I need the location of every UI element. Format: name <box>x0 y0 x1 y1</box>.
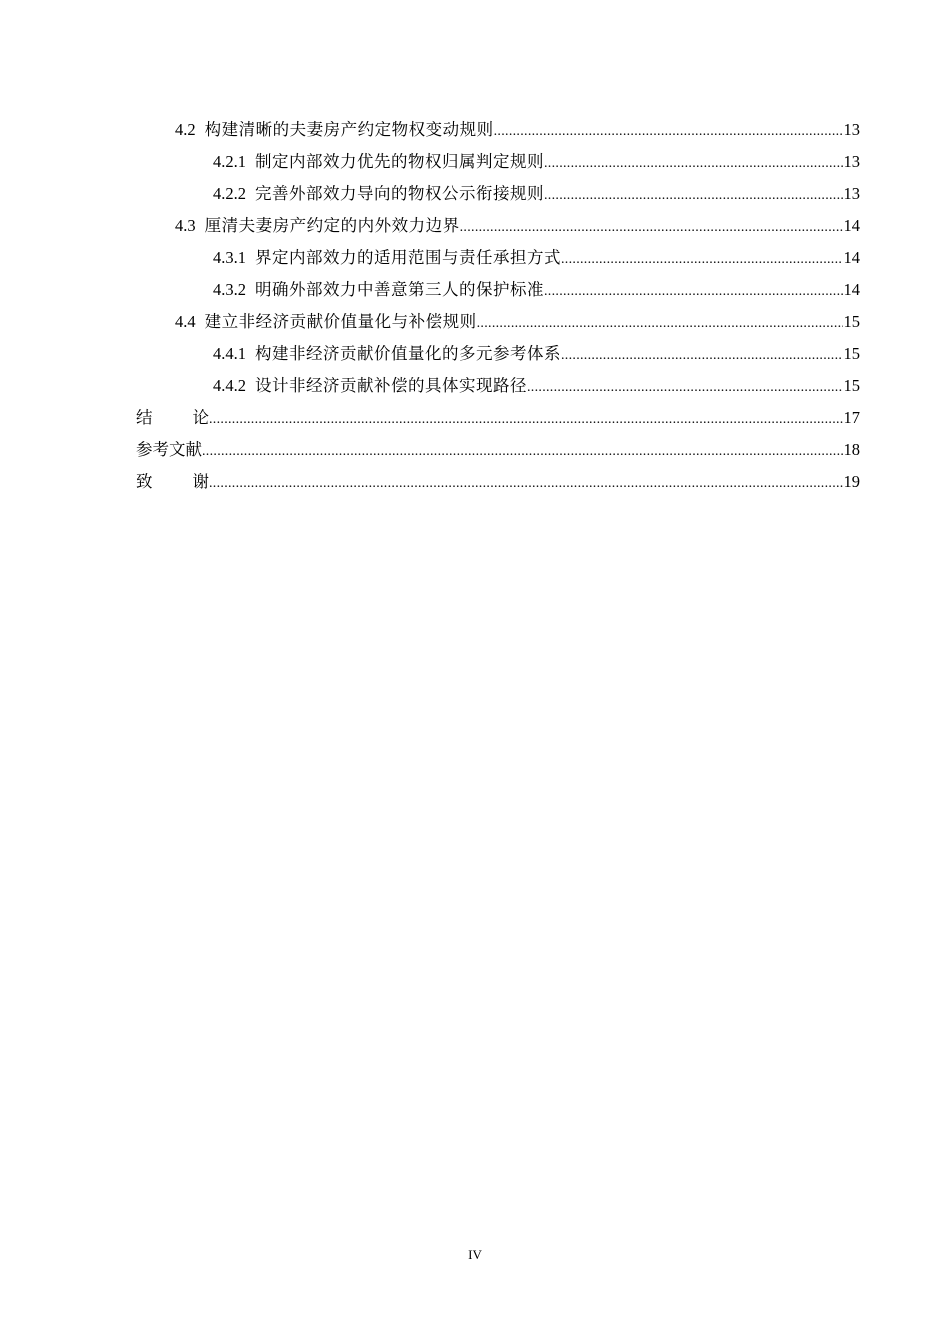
toc-entry-page: 14 <box>843 216 860 235</box>
toc-entry-number: 4.3.2 <box>213 280 246 299</box>
toc-entry-number: 4.3 <box>175 216 196 235</box>
toc-dot-leader <box>494 116 843 148</box>
toc-entry-4-3[interactable] <box>0 210 950 242</box>
toc-dot-leader <box>544 180 843 212</box>
toc-entry-page: 18 <box>843 440 860 459</box>
toc-dot-leader <box>209 468 843 500</box>
toc-dot-leader <box>460 212 843 244</box>
toc-entry-page: 13 <box>843 120 860 139</box>
toc-dot-leader <box>561 244 843 276</box>
toc-entry-number: 4.2.1 <box>213 152 246 171</box>
toc-entry-title: 参考文献 <box>136 440 202 459</box>
toc-entry-number: 4.3.1 <box>213 248 246 267</box>
toc-entry-title: 完善外部效力导向的物权公示衔接规则 <box>255 184 544 203</box>
toc-dot-leader <box>561 340 843 372</box>
toc-entry-4-4-2[interactable] <box>0 370 950 402</box>
toc-entry-number: 4.2.2 <box>213 184 246 203</box>
toc-entry-title: 结论 <box>136 408 249 427</box>
toc-entry-4-2-1[interactable] <box>0 146 950 178</box>
toc-entry-title: 致谢 <box>136 472 249 491</box>
toc-entry-number: 4.4.1 <box>213 344 246 363</box>
table-of-contents <box>0 114 950 498</box>
toc-entry-page: 15 <box>843 376 860 395</box>
toc-dot-leader <box>527 372 843 404</box>
toc-dot-leader <box>544 148 843 180</box>
page-number: IV <box>468 1247 482 1262</box>
toc-entry-title: 构建非经济贡献价值量化的多元参考体系 <box>255 344 561 363</box>
toc-entry-page: 15 <box>843 312 860 331</box>
toc-entry-title: 设计非经济贡献补偿的具体实现路径 <box>255 376 527 395</box>
toc-dot-leader <box>209 404 843 436</box>
toc-entry-4-2[interactable] <box>0 114 950 146</box>
toc-entry-page: 13 <box>843 152 860 171</box>
toc-entry-title: 界定内部效力的适用范围与责任承担方式 <box>255 248 561 267</box>
toc-entry-conclusion[interactable] <box>0 402 950 434</box>
toc-entry-page: 14 <box>843 248 860 267</box>
toc-entry-page: 19 <box>843 472 860 491</box>
toc-dot-leader <box>477 308 843 340</box>
toc-entry-4-4-1[interactable] <box>0 338 950 370</box>
toc-entry-4-4[interactable] <box>0 306 950 338</box>
toc-entry-number: 4.2 <box>175 120 196 139</box>
toc-entry-page: 17 <box>843 408 860 427</box>
toc-entry-number: 4.4.2 <box>213 376 246 395</box>
toc-entry-acknowledgements[interactable] <box>0 466 950 498</box>
toc-entry-title: 构建清晰的夫妻房产约定物权变动规则 <box>204 120 494 139</box>
toc-dot-leader <box>202 436 843 468</box>
toc-entry-title: 建立非经济贡献价值量化与补偿规则 <box>204 312 477 331</box>
toc-entry-title: 厘清夫妻房产约定的内外效力边界 <box>204 216 460 235</box>
toc-entry-title: 明确外部效力中善意第三人的保护标准 <box>255 280 544 299</box>
toc-entry-4-3-2[interactable] <box>0 274 950 306</box>
toc-entry-title: 制定内部效力优先的物权归属判定规则 <box>255 152 544 171</box>
toc-dot-leader <box>544 276 843 308</box>
toc-entry-references[interactable] <box>0 434 950 466</box>
toc-entry-page: 13 <box>843 184 860 203</box>
toc-entry-number: 4.4 <box>175 312 196 331</box>
toc-entry-page: 14 <box>843 280 860 299</box>
toc-entry-4-3-1[interactable] <box>0 242 950 274</box>
toc-entry-page: 15 <box>843 344 860 363</box>
toc-entry-4-2-2[interactable] <box>0 178 950 210</box>
